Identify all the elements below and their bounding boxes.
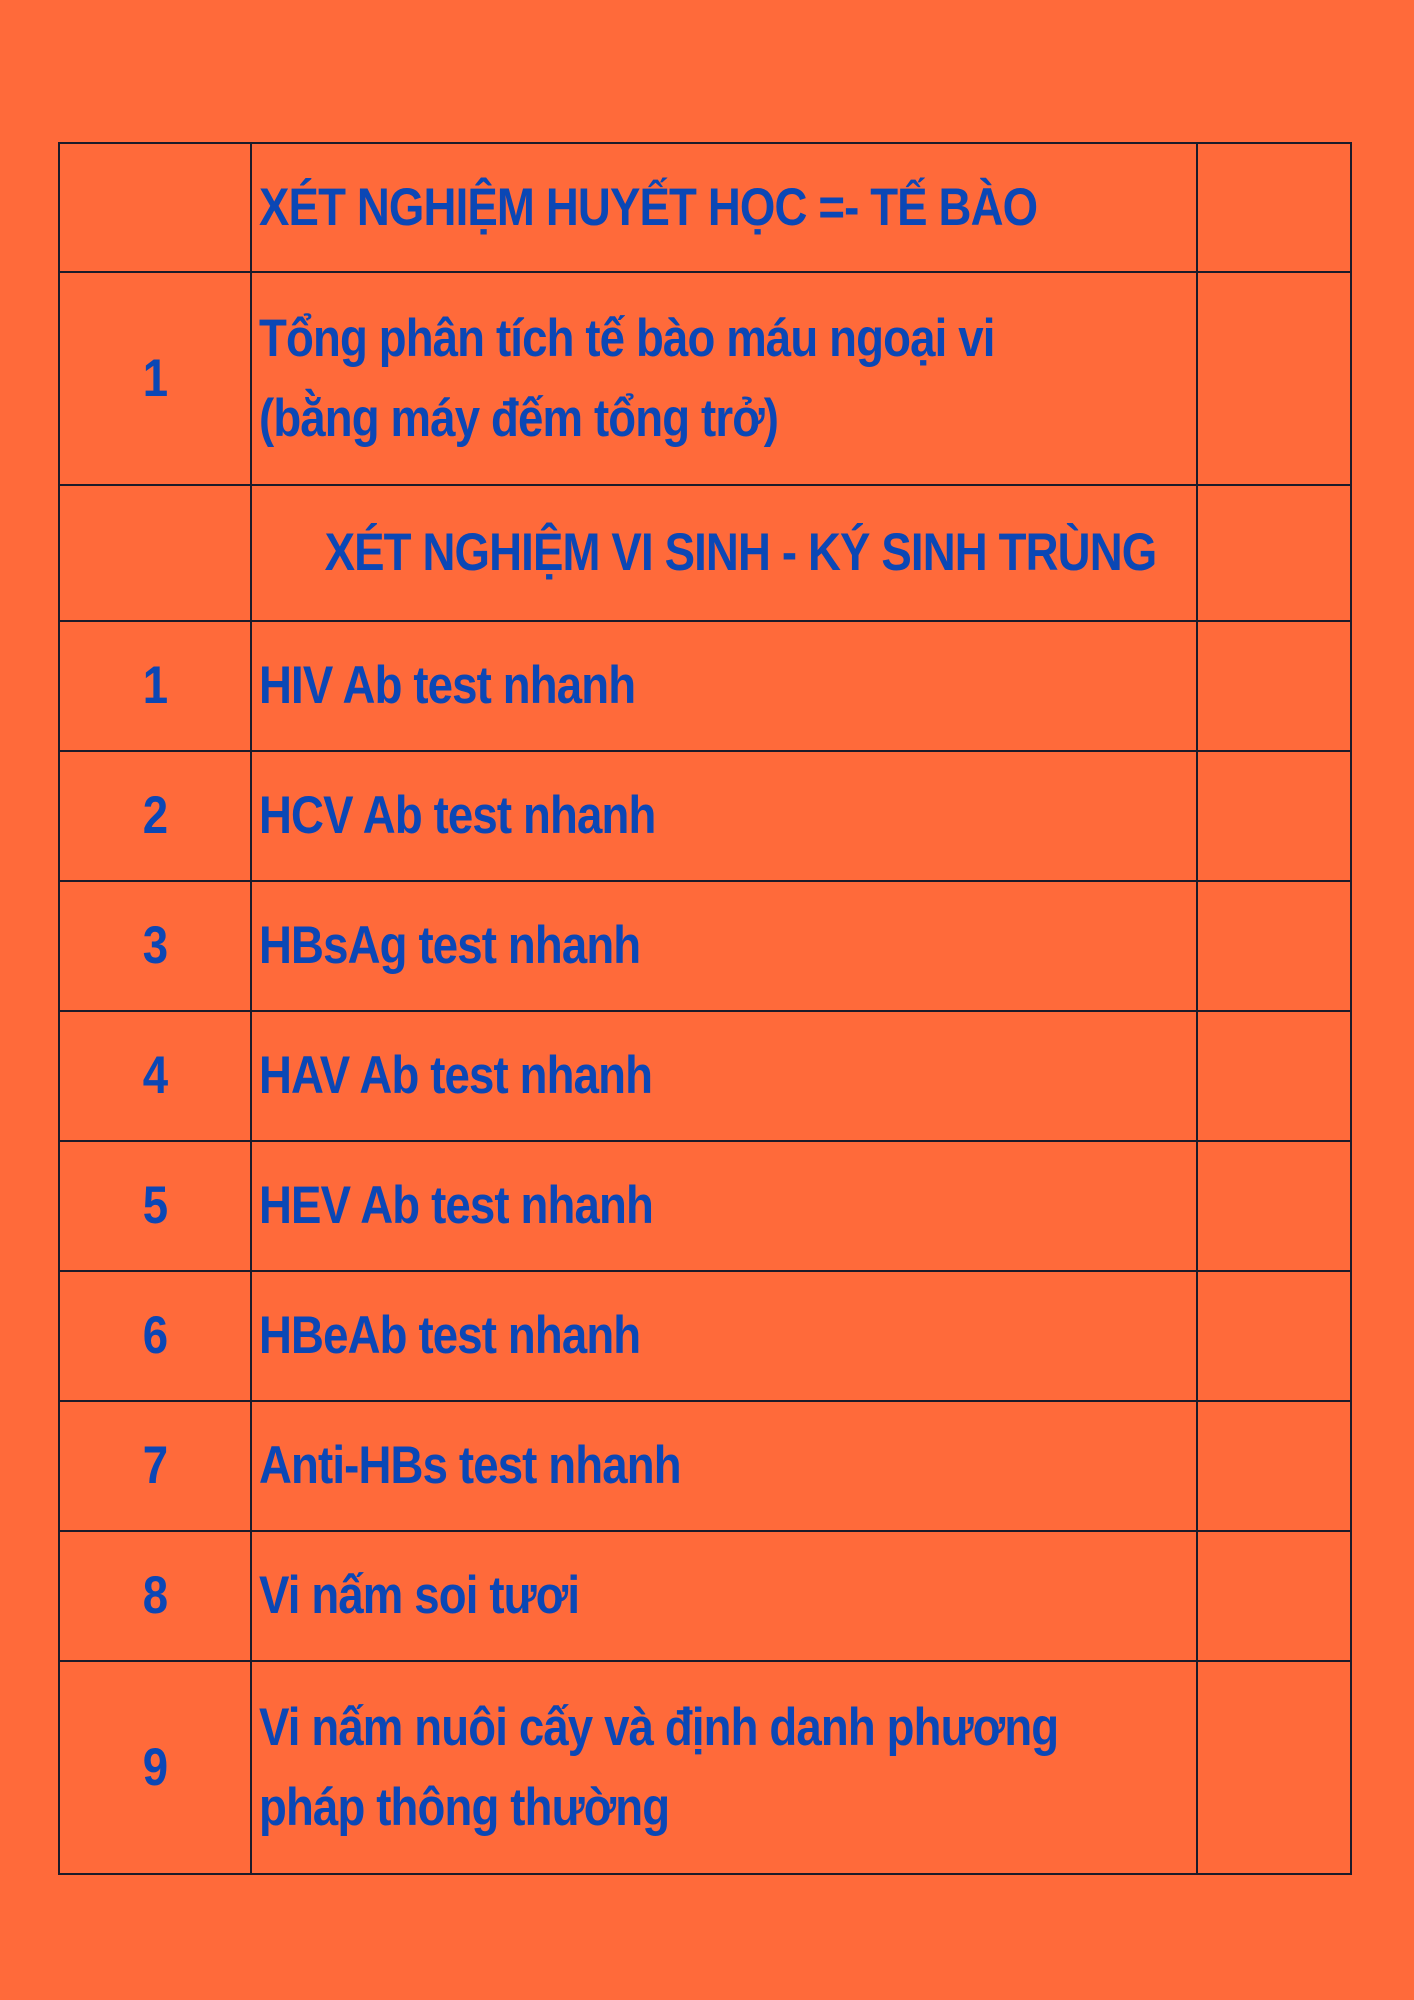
table-row (59, 1011, 1351, 1141)
test-name-cell (251, 1531, 1197, 1661)
empty-cell (1197, 1141, 1351, 1271)
row-number-cell (59, 621, 251, 751)
test-name-cell (251, 1011, 1197, 1141)
row-number: 8 (142, 1566, 168, 1625)
empty-cell (1197, 485, 1351, 621)
test-name-line: HBsAg test nhanh (259, 916, 641, 975)
row-number: 2 (142, 786, 168, 845)
test-name-cell (251, 272, 1197, 485)
row-number-cell (59, 1661, 251, 1874)
empty-cell (1197, 751, 1351, 881)
table-row (59, 1531, 1351, 1661)
test-name-cell (251, 1401, 1197, 1531)
test-name-line: HBeAb test nhanh (259, 1306, 641, 1365)
test-name-cell (251, 1141, 1197, 1271)
table-row (59, 143, 1351, 272)
test-name-line: Anti-HBs test nhanh (259, 1436, 681, 1495)
row-number: 1 (142, 656, 168, 715)
row-number-cell (59, 485, 251, 621)
test-name-cell (251, 1271, 1197, 1401)
test-name-line: pháp thông thường (259, 1777, 670, 1837)
section-heading-cell (251, 143, 1197, 272)
row-number-cell (59, 272, 251, 485)
section-heading: XÉT NGHIỆM VI SINH - KÝ SINH TRÙNG (324, 523, 1157, 582)
test-name-line: HIV Ab test nhanh (259, 656, 636, 715)
table-row (59, 272, 1351, 485)
section-heading-cell (251, 485, 1197, 621)
empty-cell (1197, 1011, 1351, 1141)
test-name-line: HEV Ab test nhanh (259, 1176, 653, 1235)
test-name-line: Tổng phân tích tế bào máu ngoại vi (259, 308, 995, 368)
empty-cell (1197, 1531, 1351, 1661)
row-number-cell (59, 1271, 251, 1401)
empty-cell (1197, 272, 1351, 485)
empty-cell (1197, 1271, 1351, 1401)
row-number-cell (59, 751, 251, 881)
row-number: 9 (142, 1737, 168, 1797)
row-number-cell (59, 881, 251, 1011)
table-row (59, 751, 1351, 881)
empty-cell (1197, 1661, 1351, 1874)
table-row (59, 1401, 1351, 1531)
row-number-cell (59, 1011, 251, 1141)
table-row (59, 621, 1351, 751)
test-name-cell (251, 881, 1197, 1011)
test-name-line: Vi nấm soi tươi (259, 1566, 580, 1625)
test-name-cell (251, 1661, 1197, 1874)
table-row (59, 485, 1351, 621)
row-number-cell (59, 1531, 251, 1661)
row-number-cell (59, 143, 251, 272)
test-name-line: HAV Ab test nhanh (259, 1046, 653, 1105)
row-number: 6 (142, 1306, 168, 1365)
table-row (59, 881, 1351, 1011)
section-heading: XÉT NGHIỆM HUYẾT HỌC =- TẾ BÀO (259, 177, 1038, 237)
test-name-line: Vi nấm nuôi cấy và định danh phương (259, 1697, 1059, 1757)
test-name-cell (251, 751, 1197, 881)
empty-cell (1197, 143, 1351, 272)
row-number: 7 (142, 1436, 168, 1495)
table-row (59, 1661, 1351, 1874)
row-number-cell (59, 1401, 251, 1531)
test-name-cell (251, 621, 1197, 751)
empty-cell (1197, 1401, 1351, 1531)
empty-cell (1197, 881, 1351, 1011)
table-row (59, 1141, 1351, 1271)
empty-cell (1197, 621, 1351, 751)
row-number: 1 (142, 348, 168, 408)
row-number: 4 (142, 1046, 168, 1105)
row-number-cell (59, 1141, 251, 1271)
test-name-line: (bằng máy đếm tổng trở) (259, 388, 779, 448)
row-number: 3 (142, 916, 168, 975)
table-body (59, 143, 1351, 1874)
table-row (59, 1271, 1351, 1401)
test-list-table (58, 142, 1352, 1875)
test-name-line: HCV Ab test nhanh (259, 786, 656, 845)
row-number: 5 (142, 1176, 168, 1235)
